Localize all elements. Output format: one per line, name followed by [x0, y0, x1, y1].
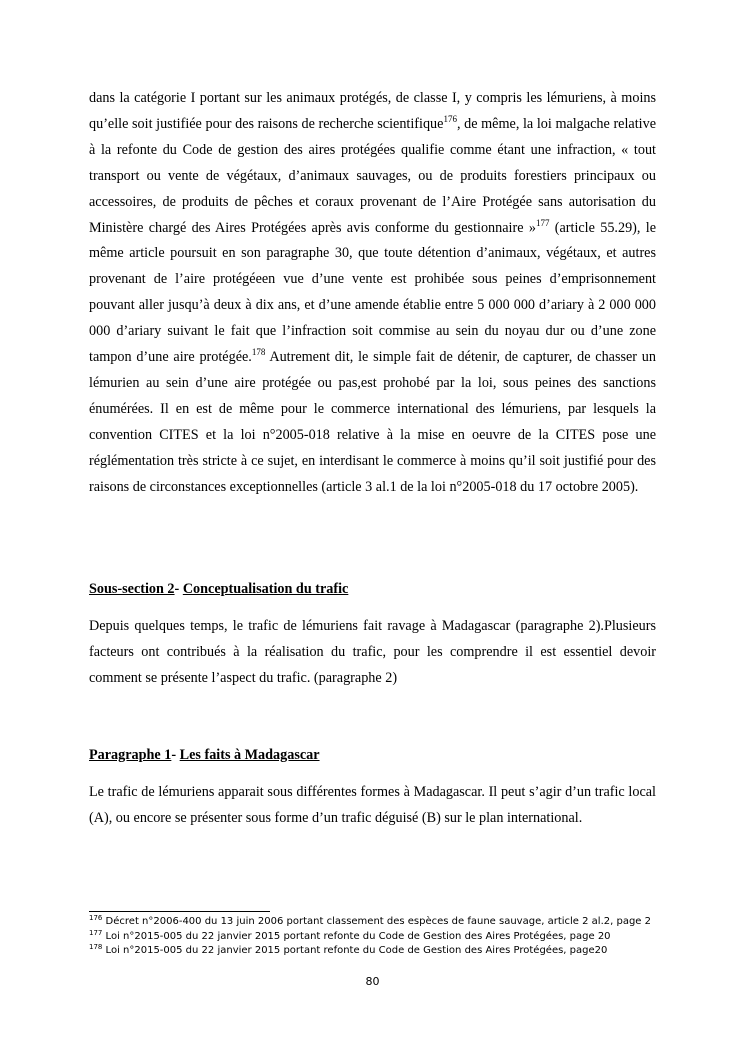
footnote-number: 177	[89, 928, 103, 937]
footnotes	[89, 915, 689, 959]
paragraph-body	[89, 780, 656, 832]
footnote-text: Loi n°2015-005 du 22 janvier 2015 portant refonte du Code de Gestion des Aires Protégées, page 20	[102, 930, 611, 942]
section-intro-paragraph	[89, 614, 656, 692]
footnote-178	[89, 944, 689, 959]
section-intro-text: Depuis quelques temps, le trafic de lémuriens fait ravage à Madagascar (paragraphe 2).Plusieurs facteurs ont contribués à la réalisation du trafic, pour les comprendre il est essentiel devoir comment se présente l’aspect du trafic. (paragraphe 2)	[89, 618, 656, 686]
section-title: Conceptualisation du trafic	[182, 581, 349, 597]
para1-text-1: dans la catégorie I portant sur les animaux protégés, de classe I, y compris les lémuriens, à moins qu’elle soit justifiée pour des raisons de recherche scientifique	[89, 90, 656, 132]
footnote-separator	[89, 911, 270, 912]
footnote-number: 178	[89, 943, 103, 951]
section-heading	[89, 580, 348, 598]
para1-text-4: Autrement dit, le simple fait de détenir, de capturer, de chasser un lémurien au sein d’une aire protégée ou pas,est prohobé par la loi, sous peines des sanctions énumérées. Il en est de même pour le commerce international des lémuriens, par lesquels la convention CITES et la loi n°2005-018 relative à la mise en oeuvre de la CITES pose une réglémentation très stricte à ce sujet, en interdisant le commerce à moins qu’il soit justifié pour des raisons de circonstances exceptionnelles (article 3 al.1 de la loi n°2005-018 du 17 octobre 2005).	[89, 349, 656, 495]
paragraph-separator: -	[171, 747, 180, 763]
para1-text-3: (article 55.29), le même article poursuit en son paragraphe 30, que toute détention d’animaux, végétaux, et autres provenant de l’aire protégéeen vue d’une vente est prohibée sous peines d’emprisonnement pouvant aller jusqu’à deux à dix ans, et d’une amende établie entre 5 000 000 d’ariary à 2 000 000 000 d’ariary suivant le fait que l’infraction soit commise au sein du noyau dur ou d’une zone tampon d’une aire protégée.	[89, 219, 657, 366]
para1-text-2: , de même, la loi malgache relative à la refonte du Code de gestion des aires protégées qualifie comme étant une infraction, « tout transport ou vente de végétaux, d’animaux sauvages, ou de produits forestiers principaux ou accessoires, de produits de pêches et coraux provenant de l’Aire Protégée sans autorisation du Ministère chargé des Aires Protégées après avis conforme du gestionnaire »	[89, 115, 656, 236]
page-number: 80	[365, 975, 380, 988]
paragraph-heading	[89, 746, 320, 764]
footnote-number: 176	[89, 914, 103, 922]
footnote-ref-178: 178	[251, 347, 266, 358]
section-separator: -	[174, 581, 183, 597]
body-paragraph-legal	[89, 86, 656, 501]
paragraph-body-text: Le trafic de lémuriens apparait sous différentes formes à Madagascar. Il peut s’agir d’un trafic local (A), ou encore se présenter sous forme d’un trafic déguisé (B) sur le plan international.	[89, 784, 656, 826]
footnote-text: Décret n°2006-400 du 13 juin 2006 portant classement des espèces de faune sauvage, article 2 al.2, page 2	[102, 916, 651, 927]
footnote-176	[89, 915, 689, 930]
footnote-text: Loi n°2015-005 du 22 janvier 2015 portant refonte du Code de Gestion des Aires Protégées, page20	[102, 945, 608, 956]
footnote-ref-176: 176	[443, 113, 457, 124]
paragraph-title: Les faits à Madagascar	[179, 747, 320, 763]
paragraph-label: Paragraphe 1	[89, 747, 172, 763]
section-label: Sous-section 2	[89, 581, 175, 597]
footnote-177	[89, 930, 689, 945]
footnote-ref-177: 177	[535, 217, 550, 228]
